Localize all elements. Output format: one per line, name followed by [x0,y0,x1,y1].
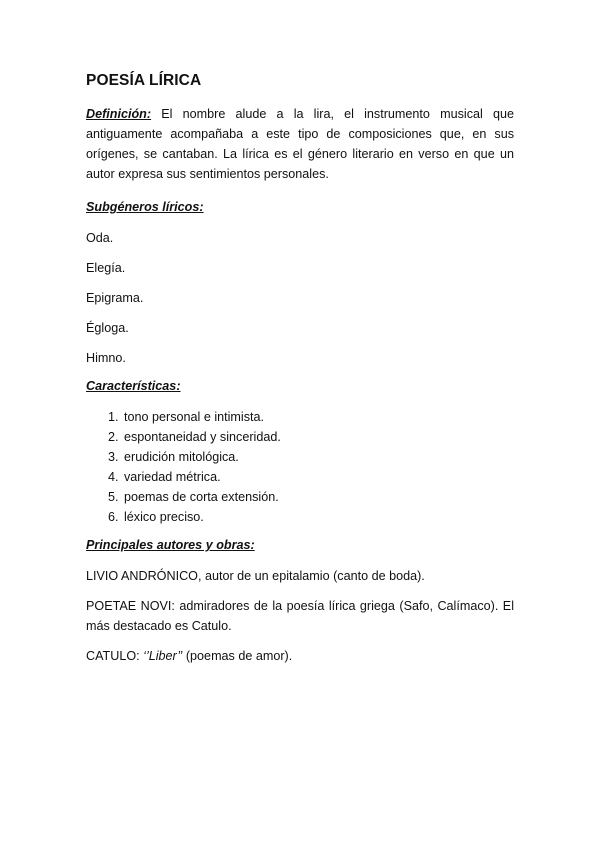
author-description: , autor de un epitalamio (canto de boda). [197,569,425,583]
characteristic-item: 2. espontaneidad y sinceridad. [122,427,514,447]
document-title: POESÍA LÍRICA [86,72,202,89]
subgenre-item: Égloga. [86,321,129,335]
author-name: CATULO: [86,649,144,663]
characteristics-heading: Características: [86,379,181,393]
author-name: LIVIO ANDRÓNICO [86,569,198,583]
author-entry-catulo [86,646,514,666]
subgenres-heading-line [86,197,514,217]
author-name: POETAE NOVI [86,599,172,613]
author-description: : admiradores de la poesía lírica griega (Safo, Calímaco). El más destacado es Catulo. [86,599,515,633]
subgenre-item: Himno. [86,351,126,365]
characteristic-item: 1. tono personal e intimista. [122,407,514,427]
subgenres-heading: Subgéneros líricos: [86,200,204,214]
subgenre-item: Elegía. [86,261,126,275]
subgenre-item: Oda. [86,231,114,245]
definition-paragraph [86,104,514,184]
characteristics-list [86,407,514,527]
characteristics-heading-line [86,376,514,396]
author-description: (poemas de amor). [182,649,293,663]
characteristic-item: 3. erudición mitológica. [122,447,514,467]
document-page [86,72,514,676]
authors-heading: Principales autores y obras: [86,538,255,552]
author-entry-livio [86,566,514,586]
authors-heading-line [86,535,514,555]
characteristic-item: 6. léxico preciso. [122,507,514,527]
definition-label: Definición: [86,107,152,121]
subgenre-item: Epigrama. [86,291,144,305]
characteristic-item: 5. poemas de corta extensión. [122,487,514,507]
author-entry-poetae-novi [86,596,514,636]
characteristic-item: 4. variedad métrica. [122,467,514,487]
work-title: ‘’Liber’’ [143,649,183,663]
definition-text: El nombre alude a la lira, el instrumento musical que antiguamente acompañaba a este tipo de composiciones que, en sus orígenes, se cantaban. La lírica es el género literario en verso en que un autor expresa sus sentimientos personales. [86,107,514,181]
